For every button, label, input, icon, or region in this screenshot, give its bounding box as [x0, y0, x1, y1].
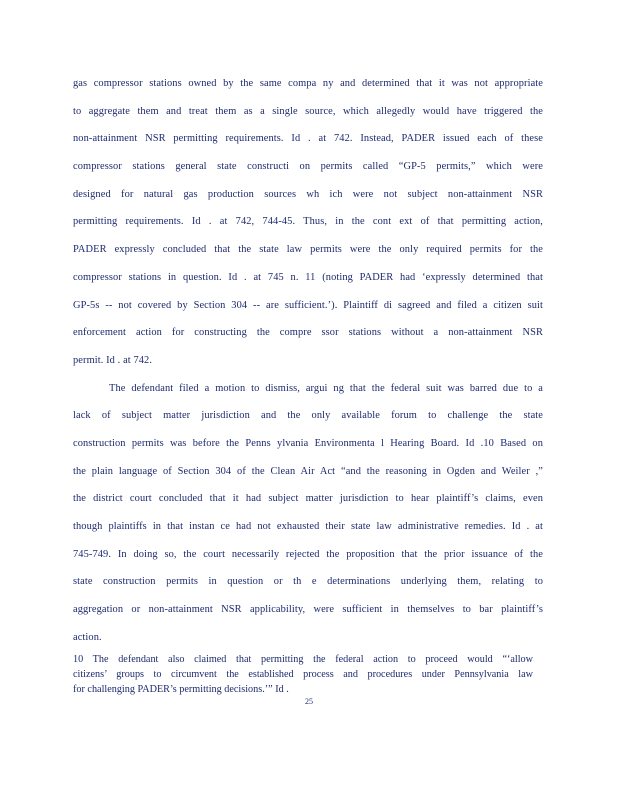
body-line: construction permits was before the Penns ylvania Environmenta l Hearing Board. Id .10 Based on: [73, 437, 543, 449]
body-line: GP-5s -- not covered by Section 304 -- are sufficient.’). Plaintiff di sagreed and filed a citizen suit: [73, 299, 543, 311]
body-text: [73, 70, 543, 651]
footnote-line: for challenging PADER’s permitting decisions.’” Id .: [73, 684, 289, 695]
footnote: [73, 652, 533, 697]
body-line: aggregation or non-attainment NSR applicability, were sufficient in themselves to bar plaintiff’s: [73, 604, 543, 616]
body-line: to aggregate them and treat them as a single source, which allegedly would have triggered the: [73, 105, 543, 117]
body-line: gas compressor stations owned by the same compa ny and determined that it was not appropriate: [73, 78, 543, 89]
paragraph-first-line: The defendant filed a motion to dismiss, argui ng that the federal suit was barred due to a: [109, 382, 543, 394]
body-line: 745-749. In doing so, the court necessarily rejected the proposition that the prior issuance of the: [73, 548, 543, 560]
body-line: PADER expressly concluded that the state law permits were the only required permits for the: [73, 244, 543, 256]
body-line: compressor stations in question. Id . at 745 n. 11 (noting PADER had ‘expressly determined that: [73, 271, 543, 283]
body-line: state construction permits in question or th e determinations underlying them, relating to: [73, 576, 543, 588]
footnote-line: citizens’ groups to circumvent the established process and procedures under Pennsylvania law: [73, 669, 533, 680]
body-line: action.: [73, 631, 102, 643]
page-number: 25: [305, 697, 313, 706]
body-line: enforcement action for constructing the compre ssor stations without a non-attainment NSR: [73, 327, 543, 339]
body-line: designed for natural gas production sources wh ich were not subject non-attainment NSR: [73, 188, 543, 200]
body-line: permit. Id . at 742.: [73, 354, 153, 366]
body-line: lack of subject matter jurisdiction and the only available forum to challenge the state: [73, 410, 543, 422]
body-line: though plaintiffs in that instan ce had not exhausted their state law administrative remedies. Id . at: [73, 521, 543, 532]
body-line: compressor stations general state constructi on permits called “GP-5 permits,” which were: [73, 161, 543, 173]
footnote-line: 10 The defendant also claimed that permitting the federal action to proceed would “‘allow: [73, 654, 533, 665]
body-line: permitting requirements. Id . at 742, 744-45. Thus, in the cont ext of that permitting action,: [73, 216, 543, 228]
body-line: the district court concluded that it had subject matter jurisdiction to hear plaintiff’s claims, even: [73, 493, 543, 505]
body-line: non-attainment NSR permitting requirements. Id . at 742. Instead, PADER issued each of these: [73, 133, 543, 145]
body-line: the plain language of Section 304 of the Clean Air Act “and the reasoning in Ogden and Weiler ,”: [73, 465, 543, 477]
